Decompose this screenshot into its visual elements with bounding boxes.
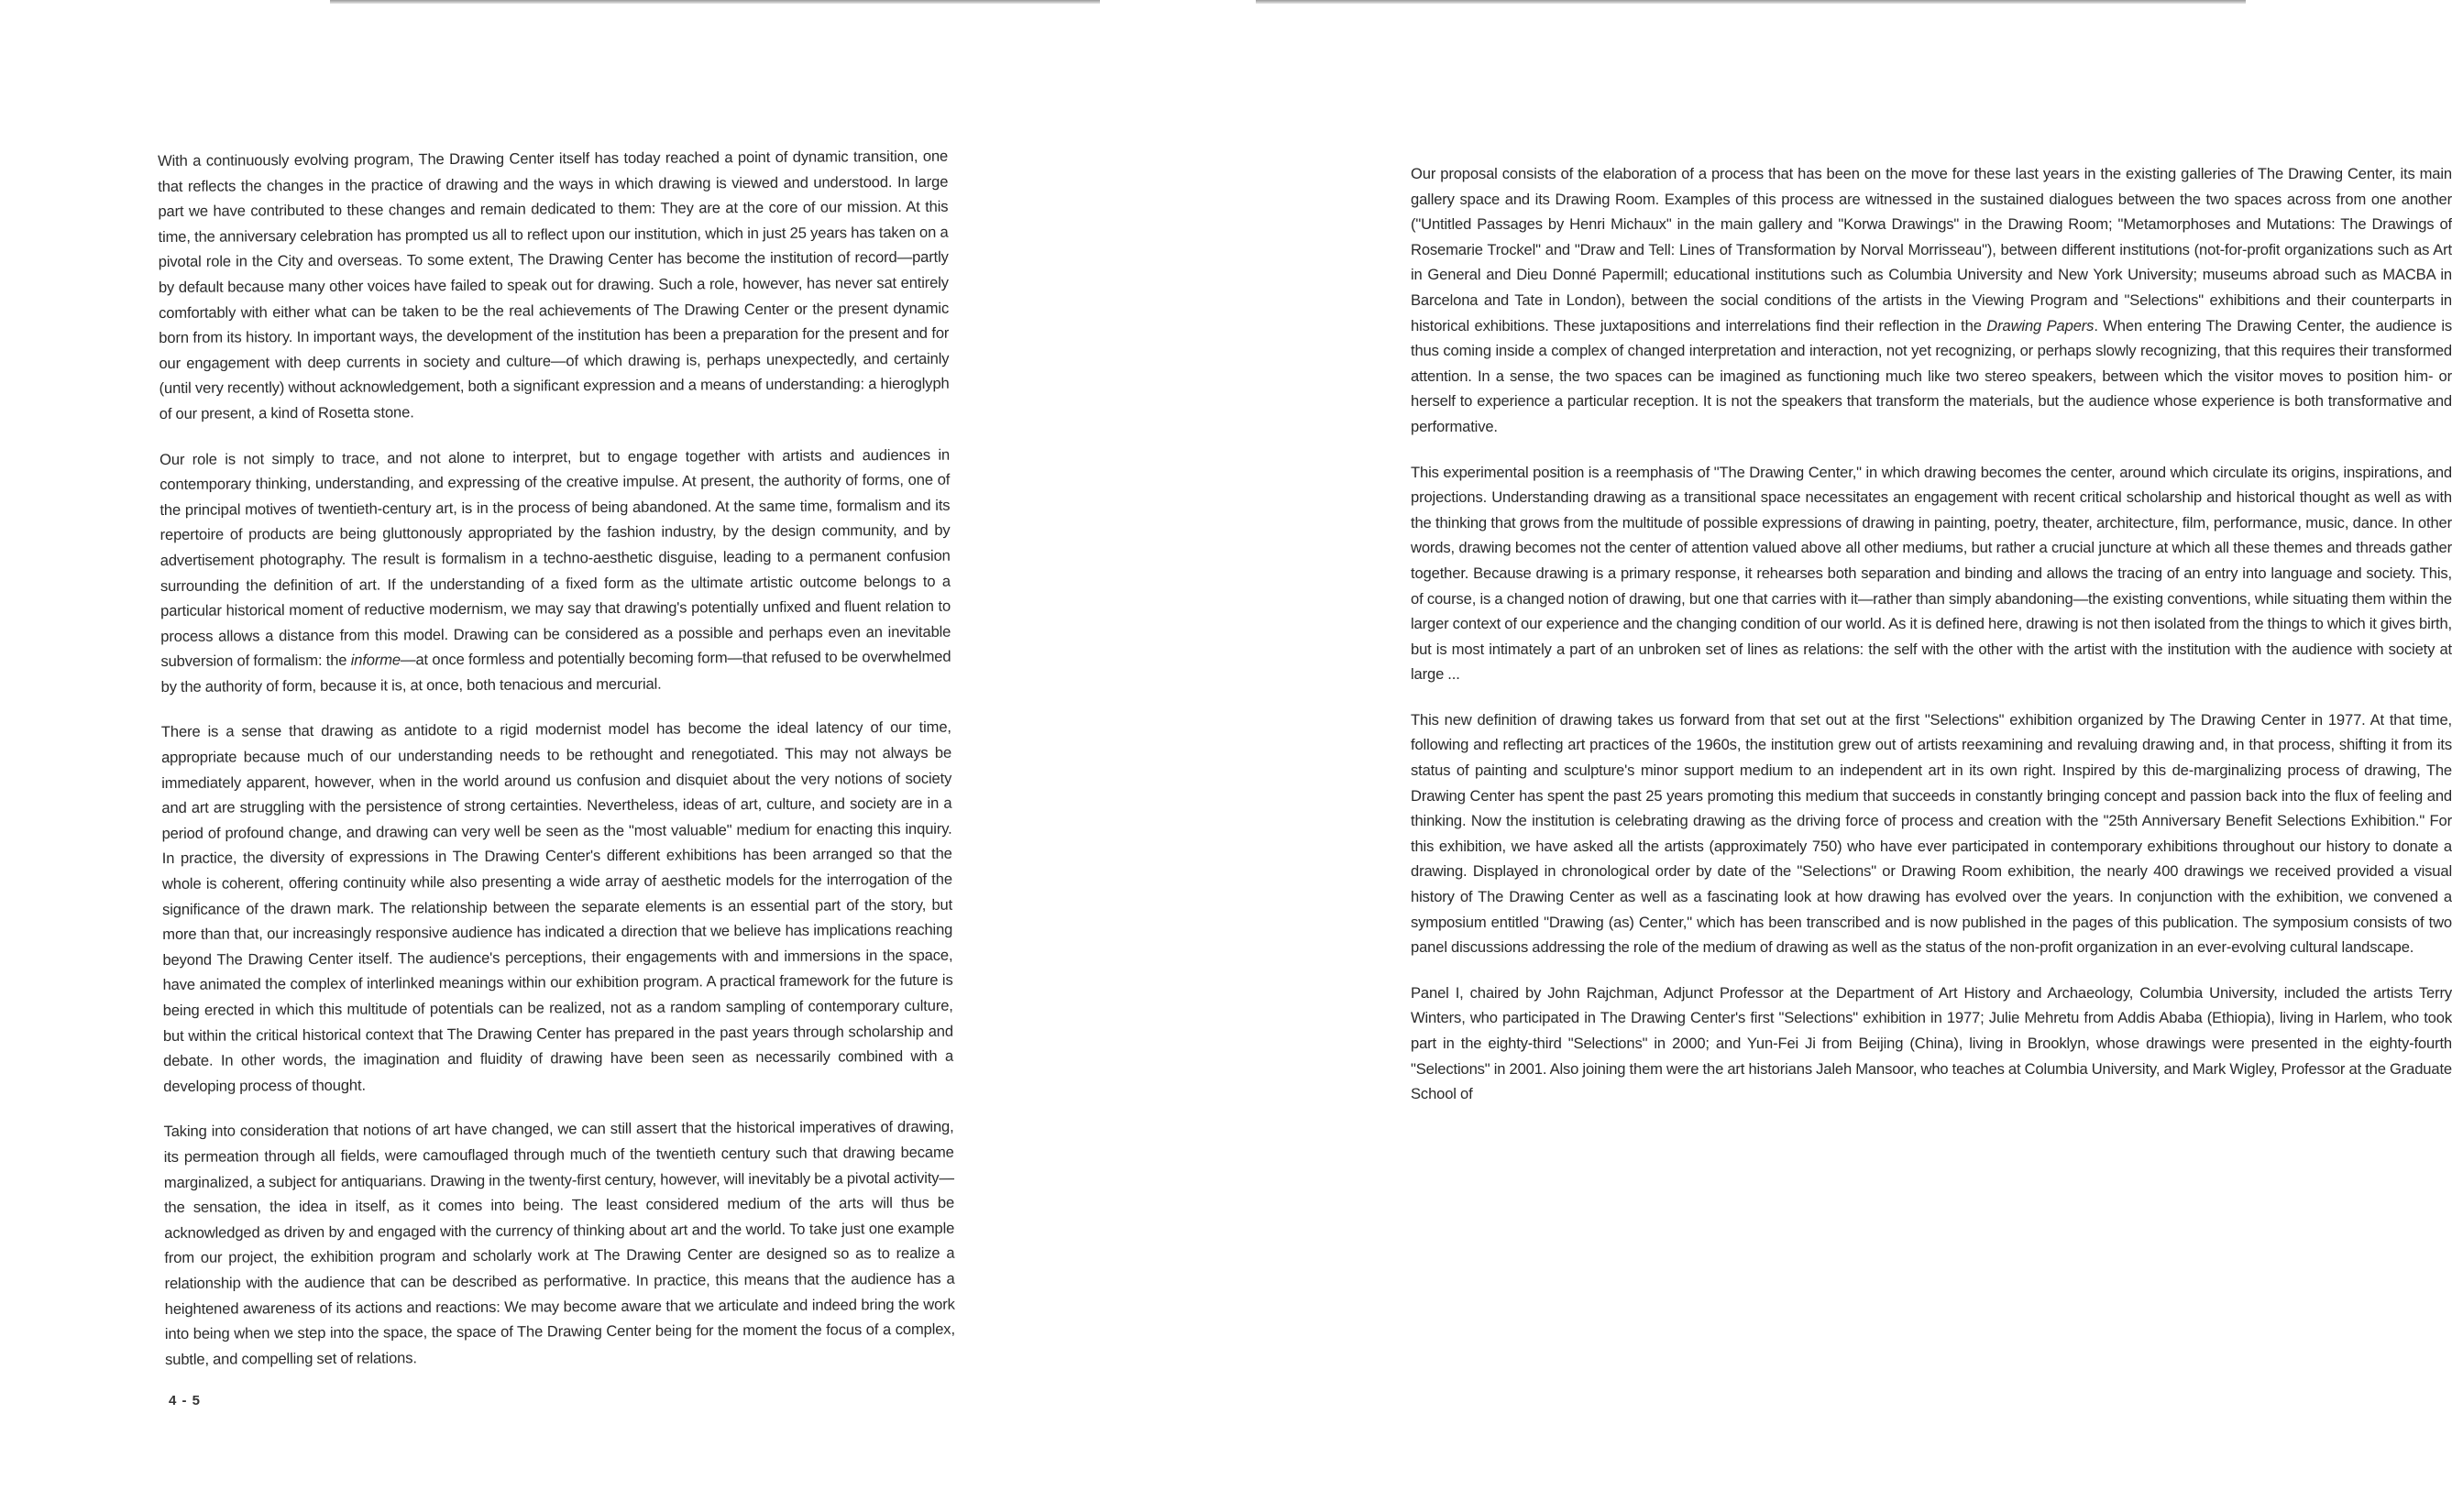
- paragraph-text: Our role is not simply to trace, and not alone to interpret, but to engage together with artists and audiences in contemporary thinking, understanding, and expressing of the creative impulse. At present, the authority of forms, one of the principal motives of twentieth-century art, is in the process of being abandoned. At the same time, formalism and its repertoire of products are being gluttonously appropriated by the fashion industry, by the design community, and by advertisement photography. The result is formalism in a techno-aesthetic disguise, leading to a permanent confusion surrounding the definition of art. If the understanding of a fixed form as the ultimate artistic outcome belongs to a particular historical moment of reductive modernism, we may say that drawing's potentially unfixed and fluent relation to process allows a distance from this model. Drawing can be considered as a possible and perhaps even an inevitable subversion of formalism: the: [159, 445, 951, 671]
- right-page: [1169, 0, 2452, 1512]
- left-page: [0, 0, 1169, 1512]
- right-text-column: [1411, 161, 2452, 1127]
- body-paragraph: Panel I, chaired by John Rajchman, Adjunct Professor at the Department of Art History and Archaeology, Columbia University, included the artists Terry Winters, who participated in The Drawing Center's first "Selections" exhibition in 1977; Julie Mehretu from Addis Ababa (Ethiopia), living in Harlem, who took part in the eighty-third "Selections" in 2000; and Yun-Fei Ji from Beijing (China), living in Brooklyn, whose drawings were presented in the eighty-fourth "Selections" in 2001. Also joining them were the art historians Jaleh Mansoor, who teaches at Columbia University, and Mark Wigley, Professor at the Graduate School of: [1411, 983, 2452, 1103]
- body-paragraph: With a continuously evolving program, The Drawing Center itself has today reached a point of dynamic transition, one that reflects the changes in the practice of drawing and the ways in which drawing is viewed and understood. In large part we have contributed to these changes and remain dedicated to them: They are at the core of our mission. At this time, the anniversary celebration has prompted us all to reflect upon our institution, which in just 25 years has taken on a pivotal role in the City and overseas. To some extent, The Drawing Center has become the institution of record—partly by default because many other voices have failed to speak out for drawing. Such a role, however, has never sat entirely comfortably with either what can be taken to be the real achievements of The Drawing Center or the present dynamic born from its history. In important ways, the development of the institution has been a preparation for the present and for our engagement with deep currents in society and culture—of which drawing is, perhaps unexpectedly, and certainly (until very recently) without acknowledgement, both a significant expression and a means of understanding: a hieroglyph of our present, a kind of Rosetta stone.: [158, 147, 950, 422]
- paragraph-text: . When entering The Drawing Center, the audience is thus coming inside a complex of changed interpretation and interaction, not yet recognizing, or perhaps slowly recognizing, that this requires their transformed attention. In a sense, the two spaces can be imagined as functioning much like two stereo speakers, between which the visitor moves to position him- or herself to experience a particular reception. It is not the speakers that transform the materials, but the audience whose experience is both transformative and performative.: [1411, 316, 2452, 435]
- paragraph-text: Our proposal consists of the elaboration of a process that has been on the move for these last years in the existing galleries of The Drawing Center, its main gallery space and its Drawing Room. Examples of this process are witnessed in the sustained dialogues between the two spaces across from one another ("Untitled Passages by Henri Michaux" in the main gallery and "Korwa Drawings" in the Drawing Room; "Metamorphoses and Mutations: The Drawings of Rosemarie Trockel" and "Draw and Tell: Lines of Transformation by Norval Morrisseau"), between different institutions (not-for-profit organizations such as Art in General and Dieu Donné Papermill; educational institutions such as Columbia University and New York University; museums abroad such as MACBA in Barcelona and Tate in London), between the social conditions of the artists in the Viewing Program and "Selections" exhibitions and their counterparts in historical exhibitions. These juxtapositions and interrelations find their reflection in the: [1411, 165, 2452, 334]
- body-paragraph: [159, 442, 951, 699]
- body-paragraph: There is a sense that drawing as antidote to a rigid modernist model has become the ideal latency of our time, appropriate because much of our understanding needs to be rethought and renegotiated. This may not always be immediately apparent, however, when in the world around us confusion and disquiet about the very notions of society and art are struggling with the persistence of strong certainties. Nevertheless, ideas of art, culture, and society are in a period of profound change, and drawing can very well be seen as the "most valuable" medium for enacting this inquiry. In practice, the diversity of expressions in The Drawing Center's different exhibitions has been arranged so that the whole is coherent, offering continuity while also presenting a wide array of aesthetic models for the interrogation of the significance of the drawn mark. The relationship between the separate elements is an essential part of the story, but more than that, our increasingly responsive audience has indicated a direction that we believe has implications reaching beyond The Drawing Center itself. The audience's perceptions, their engagements with and immersions in the space, have animated the complex of interlinked meanings within our exhibition program. A practical framework for the future is being erected in which this multitude of potentials can be realized, not as a random sampling of contemporary culture, but within the critical historical context that The Drawing Center has prepared in the past years through scholarship and debate. In other words, the imagination and fluidity of drawing have been seen as necessarily combined with a developing process of thought.: [160, 718, 954, 1095]
- left-text-column: [158, 144, 955, 1393]
- page-number: 4 - 5: [169, 1393, 202, 1408]
- paragraph-text: —at once formless and potentially becoming form—that refused to be overwhelmed by the authority of form, because it is, at once, both tenacious and mercurial.: [160, 648, 951, 696]
- italic-term: informe: [350, 651, 401, 670]
- body-paragraph: This new definition of drawing takes us forward from that set out at the first "Selections" exhibition organized by The Drawing Center in 1977. At that time, following and reflecting art practices of the 1960s, the institution grew out of artists reexamining and revaluing drawing and, in that process, shifting it from its status of painting and sculpture's minor support medium to an independent art in its own right. Inspired by this de-marginalizing process of drawing, The Drawing Center has spent the past 25 years promoting this medium that succeeds in constantly bringing concept and passion back into the flux of feeling and thinking. Now the institution is celebrating drawing as the driving force of process and creation with the "25th Anniversary Benefit Selections Exhibition." For this exhibition, we have asked all the artists (approximately 750) who have ever participated in contemporary exhibitions throughout our history to donate a drawing. Displayed in chronological order by date of the "Selections" or Drawing Room exhibition, the nearly 400 drawings we received provided a visual history of The Drawing Center as well as a fascinating look at how drawing has evolved over the years. In conjunction with the exhibition, we convened a symposium entitled "Drawing (as) Center," which has been transcribed and is now published in the pages of this publication. The symposium consists of two panel discussions addressing the role of the medium of drawing as well as the status of the non-profit organization in an ever-evolving cultural landscape.: [1411, 710, 2452, 957]
- body-paragraph: This experimental position is a reemphasis of "The Drawing Center," in which drawing becomes the center, around which circulate its origins, inspirations, and projections. Understanding drawing as a transitional space necessitates an engagement with recent critical scholarship and historical thought as well as with the thinking that grows from the multitude of possible expressions of drawing in painting, poetry, theater, architecture, film, performance, music, dance. In other words, drawing becomes not the center of attention valued above all other mediums, but rather a crucial juncture at which all these themes and threads gather together. Because drawing is a primary response, it rehearses both separation and binding and allows the tracing of an entry into language and society. This, of course, is a changed notion of drawing, but one that carries with it—rather than simply abandoning—the existing conventions, while situating them within the larger context of our experience and the changing condition of our world. As it is defined here, drawing is not then isolated from the things to which it gives birth, but is most intimately a part of an unbroken set of lines as relations: the self with the other with the artist with the institution with the audience with society at large ...: [1411, 463, 2452, 684]
- italic-title: Drawing Papers: [1986, 316, 2095, 334]
- body-paragraph: Taking into consideration that notions of art have changed, we can still assert that the historical imperatives of drawing, its permeation through all fields, were camouflaged through much of the twentieth century such that drawing became marginalized, a subject for antiquarians. Drawing in the twenty-first century, however, will inevitably be a pivotal activity—the sensation, the idea in itself, as it comes into being. The least considered medium of the arts will thus be acknowledged as driven by and engaged with the currency of thinking about art and the world. To take just one example from our project, the exhibition program and scholarly work at The Drawing Center are designed so as to realize a relationship with the audience that can be described as performative. In practice, this means that the audience has a heightened awareness of its actions and reactions: We may become aware that we articulate and indeed bring the work into being when we step into the space, the space of The Drawing Center being for the moment the focus of a complex, subtle, and compelling set of relations.: [163, 1118, 955, 1368]
- body-paragraph: [1411, 161, 2452, 440]
